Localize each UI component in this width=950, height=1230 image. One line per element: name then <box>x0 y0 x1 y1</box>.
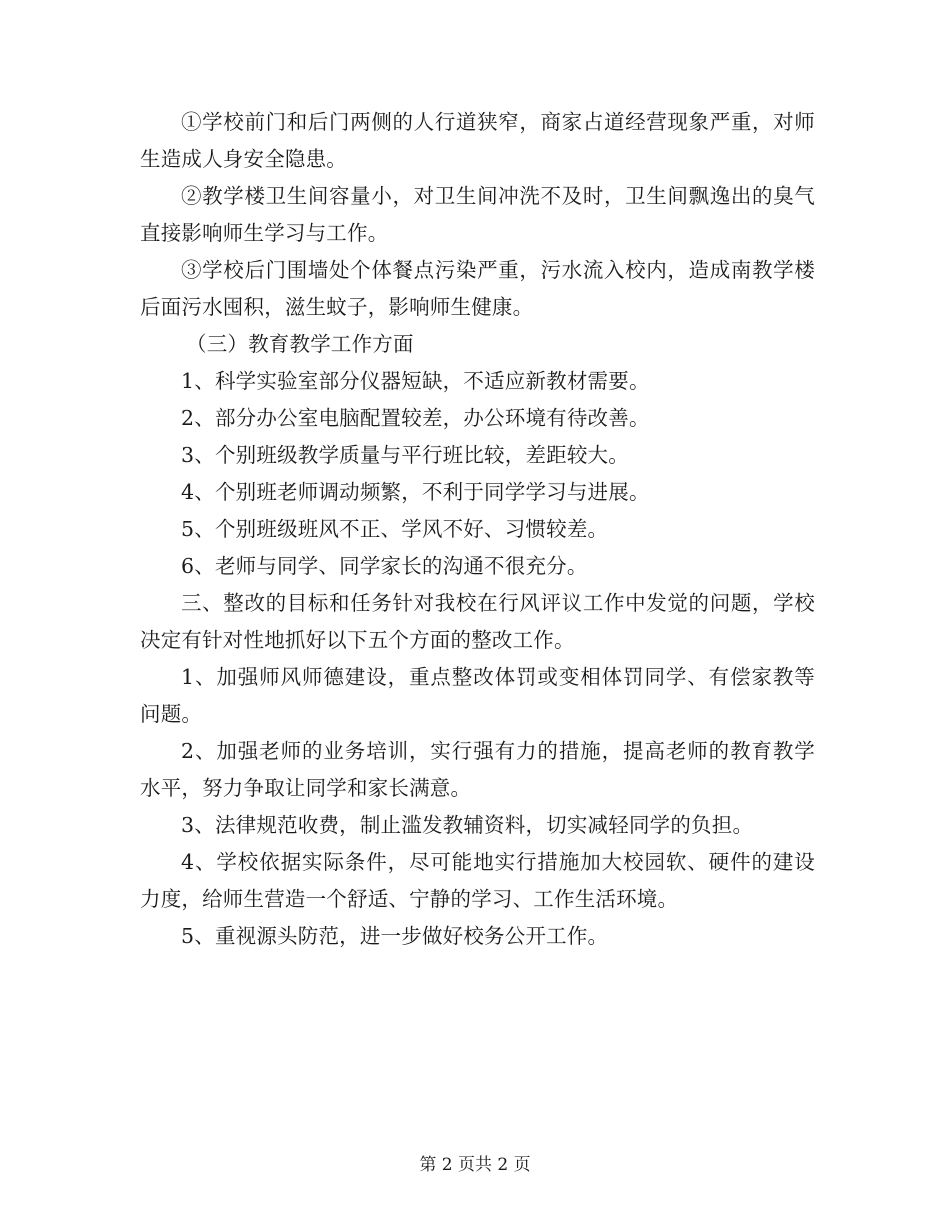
list-item-fees: 3、法律规范收费，制止滥发教辅资料，切实减轻同学的负担。 <box>181 813 754 837</box>
section-heading-rectification-goals: 三、整改的目标和任务针对我校在行风评议工作中发觉的问题，学校决定有针对性地抓好以下五个方面的整改工作。 <box>140 591 815 652</box>
page-footer: 第 2 页共 2 页 <box>419 1155 531 1175</box>
section-heading-teaching: （三）教育教学工作方面 <box>186 332 414 356</box>
list-item-communication: 6、老师与同学、同学家长的沟通不很充分。 <box>181 554 588 578</box>
list-item-teaching-quality: 3、个别班级教学质量与平行班比较，差距较大。 <box>181 443 629 467</box>
paragraph-sidewalk-safety: ①学校前门和后门两侧的人行道狭窄，商家占道经营现象严重，对师生造成人身安全隐患。 <box>140 110 815 171</box>
paragraph-restroom: ②教学楼卫生间容量小，对卫生间冲洗不及时，卫生间飘逸出的臭气直接影响师生学习与工作。 <box>140 184 815 245</box>
list-item-office-computers: 2、部分办公室电脑配置较差，办公环境有待改善。 <box>181 406 650 430</box>
list-item-teacher-ethics: 1、加强师风师德建设，重点整改体罚或变相体罚同学、有偿家教等问题。 <box>140 665 815 726</box>
list-item-lab-equipment: 1、科学实验室部分仪器短缺，不适应新教材需要。 <box>181 369 650 393</box>
paragraph-wastewater: ③学校后门围墙处个体餐点污染严重，污水流入校内，造成南教学楼后面污水囤积，滋生蚊子，影响师生健康。 <box>140 258 815 319</box>
list-item-campus-environment: 4、学校依据实际条件，尽可能地实行措施加大校园软、硬件的建设力度，给师生营造一个舒适、宁静的学习、工作生活环境。 <box>140 850 815 911</box>
list-item-teacher-turnover: 4、个别班老师调动频繁，不利于同学学习与进展。 <box>181 480 650 504</box>
list-item-teacher-training: 2、加强老师的业务培训，实行强有力的措施，提高老师的教育教学水平，努力争取让同学和家长满意。 <box>140 739 815 800</box>
list-item-class-discipline: 5、个别班级班风不正、学风不好、习惯较差。 <box>181 517 609 541</box>
list-item-transparency: 5、重视源头防范，进一步做好校务公开工作。 <box>181 924 609 948</box>
document-body <box>140 104 815 955</box>
